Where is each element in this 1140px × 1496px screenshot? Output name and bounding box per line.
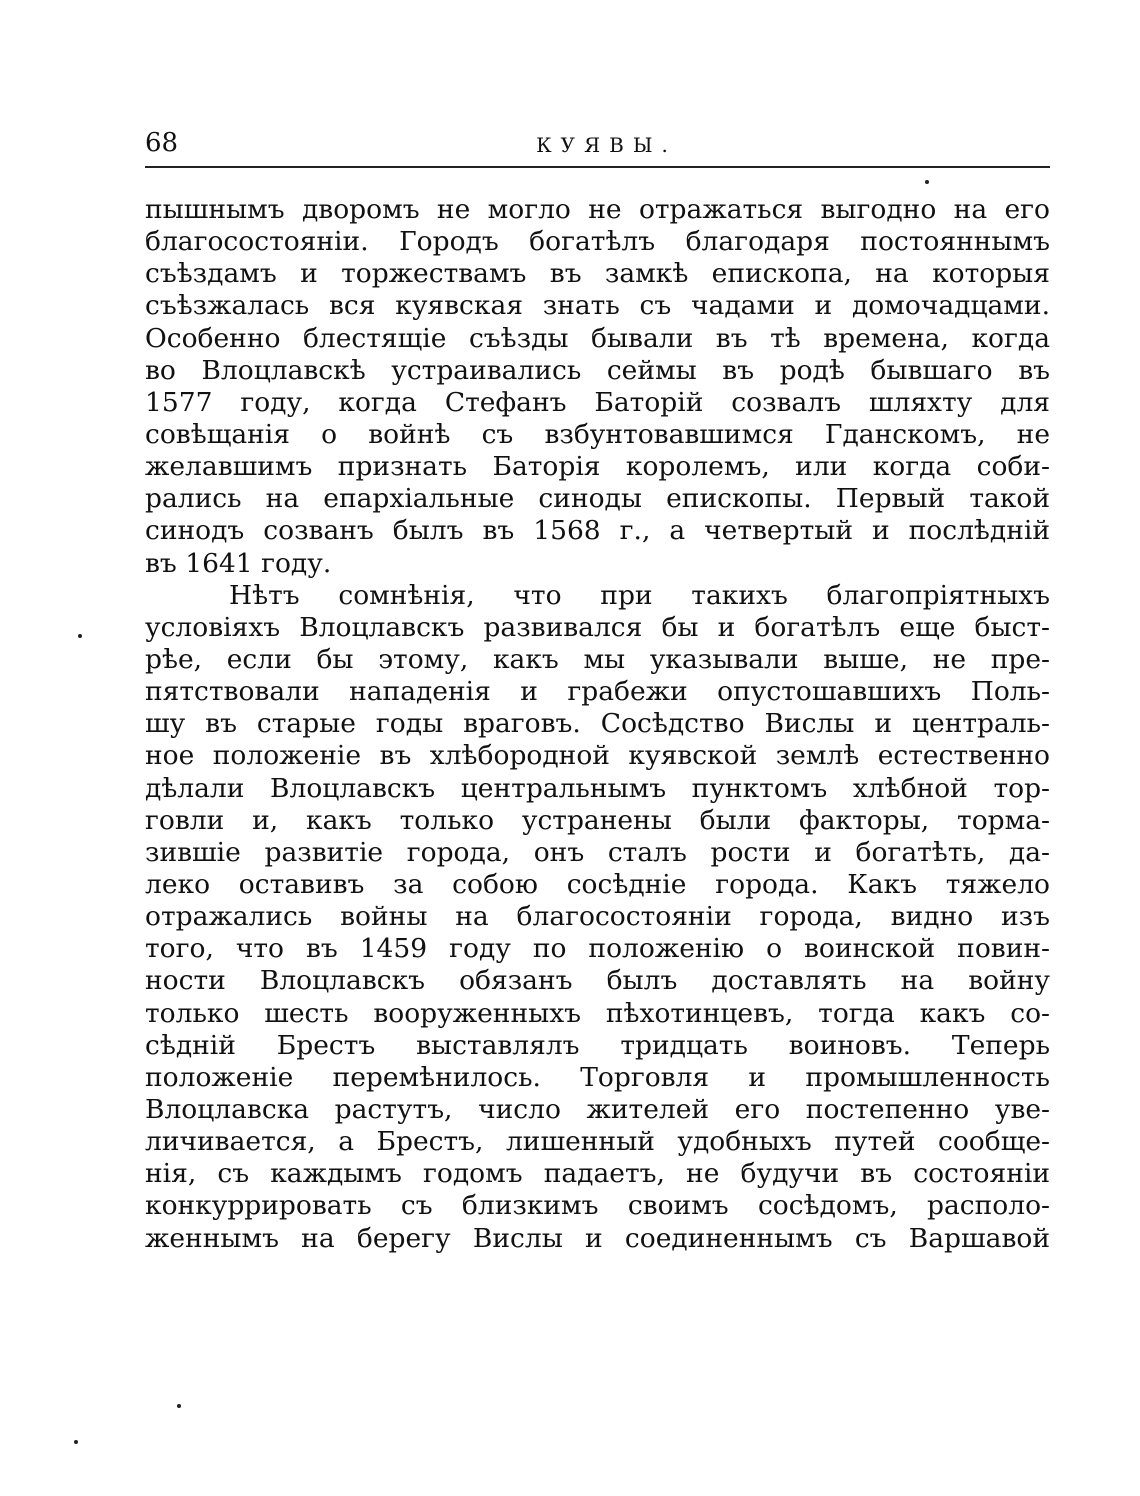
paragraph-1: [145, 194, 1050, 580]
text-line: пятствовали нападенія и грабежи опустошавшихъ Поль-: [145, 676, 1050, 708]
text-line: ное положеніе въ хлѣбородной куявской землѣ естественно: [145, 740, 1050, 772]
text-line: пышнымъ дворомъ не могло не отражаться выгодно на его: [145, 194, 1050, 225]
text-line: во Влоцлавскѣ устраивались сеймы въ родѣ бывшаго въ: [145, 354, 1050, 386]
text-line: говли и, какъ только устранены были факторы, торма-: [145, 804, 1050, 836]
ink-speck: [74, 1440, 78, 1444]
paragraph-2: [145, 580, 1050, 1255]
text-line: Особенно блестящіе съѣзды бывали въ тѣ времена, когда: [145, 322, 1050, 354]
text-line: нія, съ каждымъ годомъ падаетъ, не будучи въ состояніи: [145, 1158, 1050, 1190]
text-line: Нѣтъ сомнѣнія, что при такихъ благопріятныхъ: [229, 579, 1050, 611]
text-line: рѣе, если бы этому, какъ мы указывали выше, не пре-: [145, 643, 1050, 675]
page-header: [145, 126, 1050, 168]
text-line: синодъ созванъ былъ въ 1568 г., а четвертый и послѣдній: [145, 515, 1050, 547]
ink-speck: [177, 1404, 181, 1408]
ink-speck: [925, 180, 929, 184]
text-line: только шесть вооруженныхъ пѣхотинцевъ, тогда какъ со-: [145, 997, 1050, 1029]
text-line: личивается, а Брестъ, лишенный удобныхъ путей сообще-: [145, 1126, 1050, 1158]
text-line: условіяхъ Влоцлавскъ развивался бы и богатѣлъ еще быст-: [145, 611, 1050, 643]
text-line: совѣщанія о войнѣ съ взбунтовавшимся Гданскомъ, не: [145, 418, 1050, 450]
text-line: дѣлали Влоцлавскъ центральнымъ пунктомъ хлѣбной тор-: [145, 772, 1050, 804]
text-line: женнымъ на берегу Вислы и соединеннымъ съ Варшавой: [145, 1222, 1050, 1254]
text-line: Влоцлавска растутъ, число жителей его постепенно уве-: [145, 1093, 1050, 1125]
text-line: благосостояніи. Городъ богатѣлъ благодаря постояннымъ: [145, 226, 1050, 258]
text-line: зившіе развитіе города, онъ сталъ рости и богатѣть, да-: [145, 836, 1050, 868]
text-line: рались на епархіальные синоды епископы. Первый такой: [145, 483, 1050, 515]
text-line: въ 1641 году.: [145, 547, 332, 579]
text-line: того, что въ 1459 году по положенію о воинской повин-: [145, 933, 1050, 965]
text-line: съѣздамъ и торжествамъ въ замкѣ епископа, на которыя: [145, 258, 1050, 290]
body-text: [145, 194, 1050, 1255]
text-line: ности Влоцлавскъ обязанъ былъ доставлять на войну: [145, 965, 1050, 997]
text-line: сѣдній Брестъ выставлялъ тридцать воиновъ. Теперь: [145, 1029, 1050, 1061]
text-line: положеніе перемѣнилось. Торговля и промышленность: [145, 1061, 1050, 1093]
ink-speck: [78, 634, 82, 638]
running-head: КУЯВЫ.: [536, 133, 677, 157]
text-line: 1577 году, когда Стефанъ Баторій созвалъ шляхту для: [145, 386, 1050, 418]
text-line: конкуррировать съ близкимъ своимъ сосѣдомъ, располо-: [145, 1190, 1050, 1222]
page-number: 68: [145, 128, 179, 158]
text-line: желавшимъ признать Баторія королемъ, или когда соби-: [145, 451, 1050, 483]
text-line: леко оставивъ за собою сосѣдніе города. Какъ тяжело: [145, 868, 1050, 900]
text-line: отражались войны на благосостояніи города, видно изъ: [145, 901, 1050, 933]
text-line: шу въ старые годы враговъ. Сосѣдство Вислы и централь-: [145, 708, 1050, 740]
text-line: съѣзжалась вся куявская знать съ чадами и домочадцами.: [145, 290, 1050, 322]
